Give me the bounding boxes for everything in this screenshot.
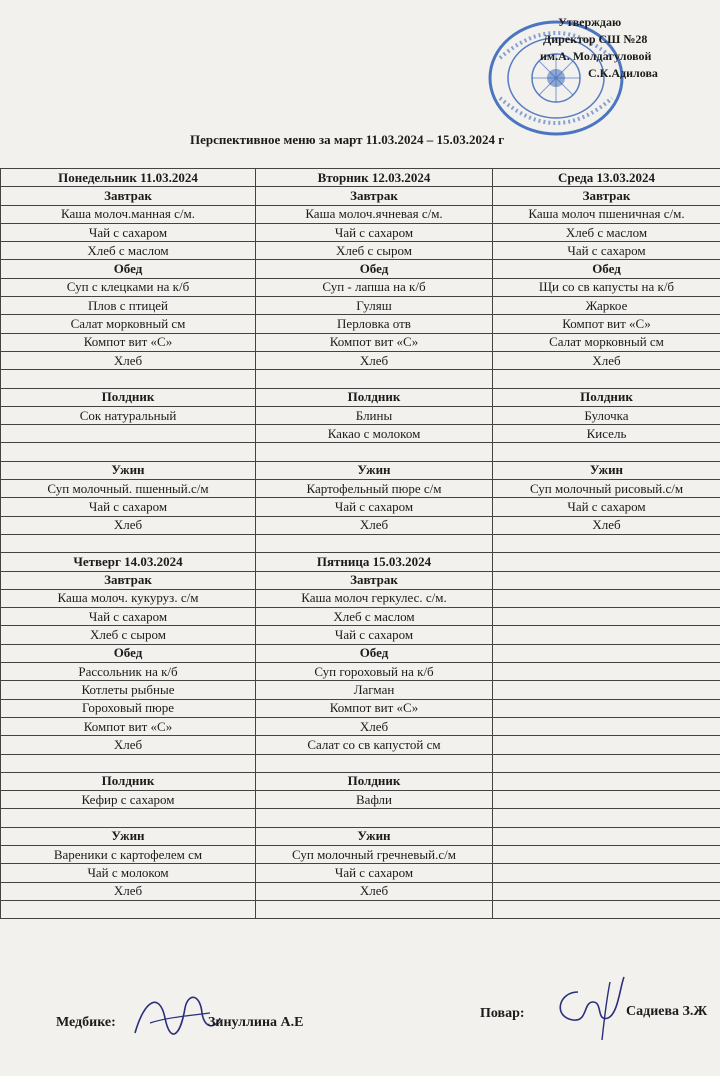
dish-cell: Вафли bbox=[256, 791, 493, 809]
approval-block bbox=[540, 14, 720, 82]
meal-header-row bbox=[1, 644, 720, 662]
dish-cell: Суп - лапша на к/б bbox=[256, 278, 493, 296]
dish-cell: Компот вит «С» bbox=[256, 699, 493, 717]
dish-cell bbox=[1, 443, 256, 461]
menu-item-row bbox=[1, 278, 720, 296]
menu-item-row bbox=[1, 589, 720, 607]
menu-table-body bbox=[1, 169, 720, 919]
dish-cell bbox=[493, 370, 720, 388]
menu-item-row bbox=[1, 900, 720, 918]
menu-item-row bbox=[1, 663, 720, 681]
meal-name-cell: Завтрак bbox=[256, 187, 493, 205]
dish-cell: Каша молоч.ячневая с/м. bbox=[256, 205, 493, 223]
meal-name-cell bbox=[493, 827, 720, 845]
meal-header-row bbox=[1, 827, 720, 845]
dish-cell: Хлеб bbox=[1, 882, 256, 900]
meal-name-cell: Полдник bbox=[1, 772, 256, 790]
meal-name-cell: Обед bbox=[1, 260, 256, 278]
menu-table bbox=[0, 168, 720, 919]
meal-name-cell: Ужин bbox=[256, 827, 493, 845]
dish-cell bbox=[1, 900, 256, 918]
medic-name: Зинуллина А.Е bbox=[208, 1015, 304, 1030]
dish-cell: Плов с птицей bbox=[1, 297, 256, 315]
meal-header-row bbox=[1, 571, 720, 589]
dish-cell bbox=[256, 754, 493, 772]
dish-cell bbox=[493, 626, 720, 644]
dish-cell bbox=[493, 791, 720, 809]
dish-cell bbox=[493, 589, 720, 607]
dish-cell: Компот вит «С» bbox=[1, 717, 256, 735]
dish-cell: Каша молоч пшеничная с/м. bbox=[493, 205, 720, 223]
dish-cell: Хлеб bbox=[256, 882, 493, 900]
menu-item-row bbox=[1, 333, 720, 351]
approval-line-1: Утверждаю bbox=[558, 15, 622, 29]
medic-label: Медбике: bbox=[56, 1015, 116, 1030]
dish-cell bbox=[493, 809, 720, 827]
menu-item-row bbox=[1, 717, 720, 735]
dish-cell: Хлеб bbox=[256, 717, 493, 735]
menu-item-row bbox=[1, 534, 720, 552]
day-header-cell: Вторник 12.03.2024 bbox=[256, 169, 493, 187]
meal-header-row bbox=[1, 461, 720, 479]
dish-cell: Чай с сахаром bbox=[256, 498, 493, 516]
dish-cell: Лагман bbox=[256, 681, 493, 699]
dish-cell: Котлеты рыбные bbox=[1, 681, 256, 699]
day-header-cell: Пятница 15.03.2024 bbox=[256, 553, 493, 571]
approval-line-2: Директор СШ №28 bbox=[543, 32, 648, 46]
dish-cell: Картофельный пюре с/м bbox=[256, 480, 493, 498]
dish-cell: Суп молочный рисовый.с/м bbox=[493, 480, 720, 498]
meal-name-cell: Завтрак bbox=[1, 571, 256, 589]
dish-cell: Перловка отв bbox=[256, 315, 493, 333]
menu-item-row bbox=[1, 406, 720, 424]
meal-name-cell: Завтрак bbox=[256, 571, 493, 589]
meal-name-cell: Полдник bbox=[256, 772, 493, 790]
menu-item-row bbox=[1, 754, 720, 772]
dish-cell: Компот вит «С» bbox=[493, 315, 720, 333]
dish-cell bbox=[256, 443, 493, 461]
dish-cell: Блины bbox=[256, 406, 493, 424]
day-header-cell: Понедельник 11.03.2024 bbox=[1, 169, 256, 187]
dish-cell: Хлеб bbox=[493, 351, 720, 369]
meal-name-cell bbox=[493, 772, 720, 790]
dish-cell: Суп молочный. пшенный.с/м bbox=[1, 480, 256, 498]
dish-cell: Суп молочный гречневый.с/м bbox=[256, 845, 493, 863]
menu-item-row bbox=[1, 882, 720, 900]
dish-cell: Чай с сахаром bbox=[1, 608, 256, 626]
dish-cell: Хлеб с сыром bbox=[1, 626, 256, 644]
meal-name-cell: Полдник bbox=[256, 388, 493, 406]
cook-signature bbox=[548, 972, 628, 1044]
menu-item-row bbox=[1, 845, 720, 863]
meal-header-row bbox=[1, 388, 720, 406]
menu-item-row bbox=[1, 425, 720, 443]
dish-cell: Суп гороховый на к/б bbox=[256, 663, 493, 681]
dish-cell: Чай с сахаром bbox=[493, 242, 720, 260]
menu-item-row bbox=[1, 205, 720, 223]
cook-name: Садиева З.Ж bbox=[626, 1004, 708, 1019]
dish-cell bbox=[493, 534, 720, 552]
dish-cell bbox=[1, 754, 256, 772]
menu-item-row bbox=[1, 223, 720, 241]
menu-item-row bbox=[1, 608, 720, 626]
dish-cell bbox=[256, 809, 493, 827]
approval-line-3: им.А. Молдагуловой bbox=[540, 49, 652, 63]
dish-cell: Хлеб bbox=[1, 351, 256, 369]
dish-cell: Гороховый пюре bbox=[1, 699, 256, 717]
dish-cell: Гуляш bbox=[256, 297, 493, 315]
dish-cell: Хлеб bbox=[1, 736, 256, 754]
meal-name-cell: Завтрак bbox=[493, 187, 720, 205]
menu-item-row bbox=[1, 516, 720, 534]
dish-cell: Хлеб bbox=[1, 516, 256, 534]
dish-cell: Суп с клецками на к/б bbox=[1, 278, 256, 296]
day-header-cell: Среда 13.03.2024 bbox=[493, 169, 720, 187]
meal-name-cell: Ужин bbox=[493, 461, 720, 479]
dish-cell: Хлеб с маслом bbox=[256, 608, 493, 626]
dish-cell: Хлеб bbox=[256, 516, 493, 534]
dish-cell bbox=[256, 900, 493, 918]
dish-cell: Хлеб bbox=[493, 516, 720, 534]
dish-cell: Хлеб с маслом bbox=[1, 242, 256, 260]
day-header-cell bbox=[493, 553, 720, 571]
dish-cell bbox=[256, 534, 493, 552]
dish-cell: Сок натуральный bbox=[1, 406, 256, 424]
menu-item-row bbox=[1, 351, 720, 369]
dish-cell bbox=[1, 370, 256, 388]
menu-item-row bbox=[1, 809, 720, 827]
meal-name-cell bbox=[493, 571, 720, 589]
meal-name-cell: Полдник bbox=[1, 388, 256, 406]
menu-item-row bbox=[1, 736, 720, 754]
dish-cell bbox=[493, 736, 720, 754]
dish-cell: Салат морковный см bbox=[1, 315, 256, 333]
dish-cell: Щи со св капусты на к/б bbox=[493, 278, 720, 296]
approval-line-4: С.К.Адилова bbox=[588, 66, 658, 80]
dish-cell: Чай с сахаром bbox=[256, 864, 493, 882]
dish-cell: Чай с молоком bbox=[1, 864, 256, 882]
dish-cell: Компот вит «С» bbox=[1, 333, 256, 351]
dish-cell bbox=[493, 845, 720, 863]
dish-cell bbox=[493, 882, 720, 900]
menu-item-row bbox=[1, 297, 720, 315]
dish-cell bbox=[493, 717, 720, 735]
menu-item-row bbox=[1, 626, 720, 644]
meal-name-cell: Обед bbox=[256, 260, 493, 278]
dish-cell bbox=[1, 534, 256, 552]
cook-label: Повар: bbox=[480, 1006, 525, 1021]
dish-cell: Компот вит «С» bbox=[256, 333, 493, 351]
dish-cell: Хлеб с маслом bbox=[493, 223, 720, 241]
dish-cell: Чай с сахаром bbox=[1, 498, 256, 516]
menu-item-row bbox=[1, 681, 720, 699]
dish-cell: Кефир с сахаром bbox=[1, 791, 256, 809]
day-header-row bbox=[1, 169, 720, 187]
dish-cell: Каша молоч. кукуруз. с/м bbox=[1, 589, 256, 607]
menu-item-row bbox=[1, 242, 720, 260]
day-header-row bbox=[1, 553, 720, 571]
dish-cell bbox=[493, 864, 720, 882]
dish-cell: Хлеб с сыром bbox=[256, 242, 493, 260]
meal-name-cell: Ужин bbox=[256, 461, 493, 479]
dish-cell bbox=[493, 443, 720, 461]
menu-item-row bbox=[1, 864, 720, 882]
dish-cell: Чай с сахаром bbox=[256, 223, 493, 241]
dish-cell: Салат морковный см bbox=[493, 333, 720, 351]
dish-cell: Кисель bbox=[493, 425, 720, 443]
menu-item-row bbox=[1, 315, 720, 333]
dish-cell bbox=[493, 754, 720, 772]
dish-cell: Каша молоч.манная с/м. bbox=[1, 205, 256, 223]
meal-name-cell: Обед bbox=[256, 644, 493, 662]
meal-header-row bbox=[1, 260, 720, 278]
meal-name-cell: Ужин bbox=[1, 827, 256, 845]
meal-name-cell: Завтрак bbox=[1, 187, 256, 205]
dish-cell: Каша молоч геркулес. с/м. bbox=[256, 589, 493, 607]
dish-cell bbox=[493, 663, 720, 681]
dish-cell bbox=[1, 809, 256, 827]
meal-header-row bbox=[1, 772, 720, 790]
menu-item-row bbox=[1, 480, 720, 498]
meal-name-cell: Полдник bbox=[493, 388, 720, 406]
document-title: Перспективное меню за март 11.03.2024 – 15.03.2024 г bbox=[190, 132, 505, 147]
meal-name-cell bbox=[493, 644, 720, 662]
dish-cell: Чай с сахаром bbox=[1, 223, 256, 241]
dish-cell: Какао с молоком bbox=[256, 425, 493, 443]
menu-item-row bbox=[1, 498, 720, 516]
meal-header-row bbox=[1, 187, 720, 205]
dish-cell bbox=[256, 370, 493, 388]
menu-item-row bbox=[1, 443, 720, 461]
dish-cell: Вареники с картофелем см bbox=[1, 845, 256, 863]
dish-cell bbox=[1, 425, 256, 443]
dish-cell: Жаркое bbox=[493, 297, 720, 315]
dish-cell: Булочка bbox=[493, 406, 720, 424]
dish-cell bbox=[493, 900, 720, 918]
dish-cell: Рассольник на к/б bbox=[1, 663, 256, 681]
meal-name-cell: Обед bbox=[1, 644, 256, 662]
dish-cell bbox=[493, 608, 720, 626]
meal-name-cell: Обед bbox=[493, 260, 720, 278]
dish-cell bbox=[493, 699, 720, 717]
menu-item-row bbox=[1, 370, 720, 388]
menu-item-row bbox=[1, 699, 720, 717]
day-header-cell: Четверг 14.03.2024 bbox=[1, 553, 256, 571]
dish-cell: Салат со св капустой см bbox=[256, 736, 493, 754]
dish-cell: Чай с сахаром bbox=[493, 498, 720, 516]
dish-cell: Чай с сахаром bbox=[256, 626, 493, 644]
menu-item-row bbox=[1, 791, 720, 809]
dish-cell: Хлеб bbox=[256, 351, 493, 369]
dish-cell bbox=[493, 681, 720, 699]
meal-name-cell: Ужин bbox=[1, 461, 256, 479]
